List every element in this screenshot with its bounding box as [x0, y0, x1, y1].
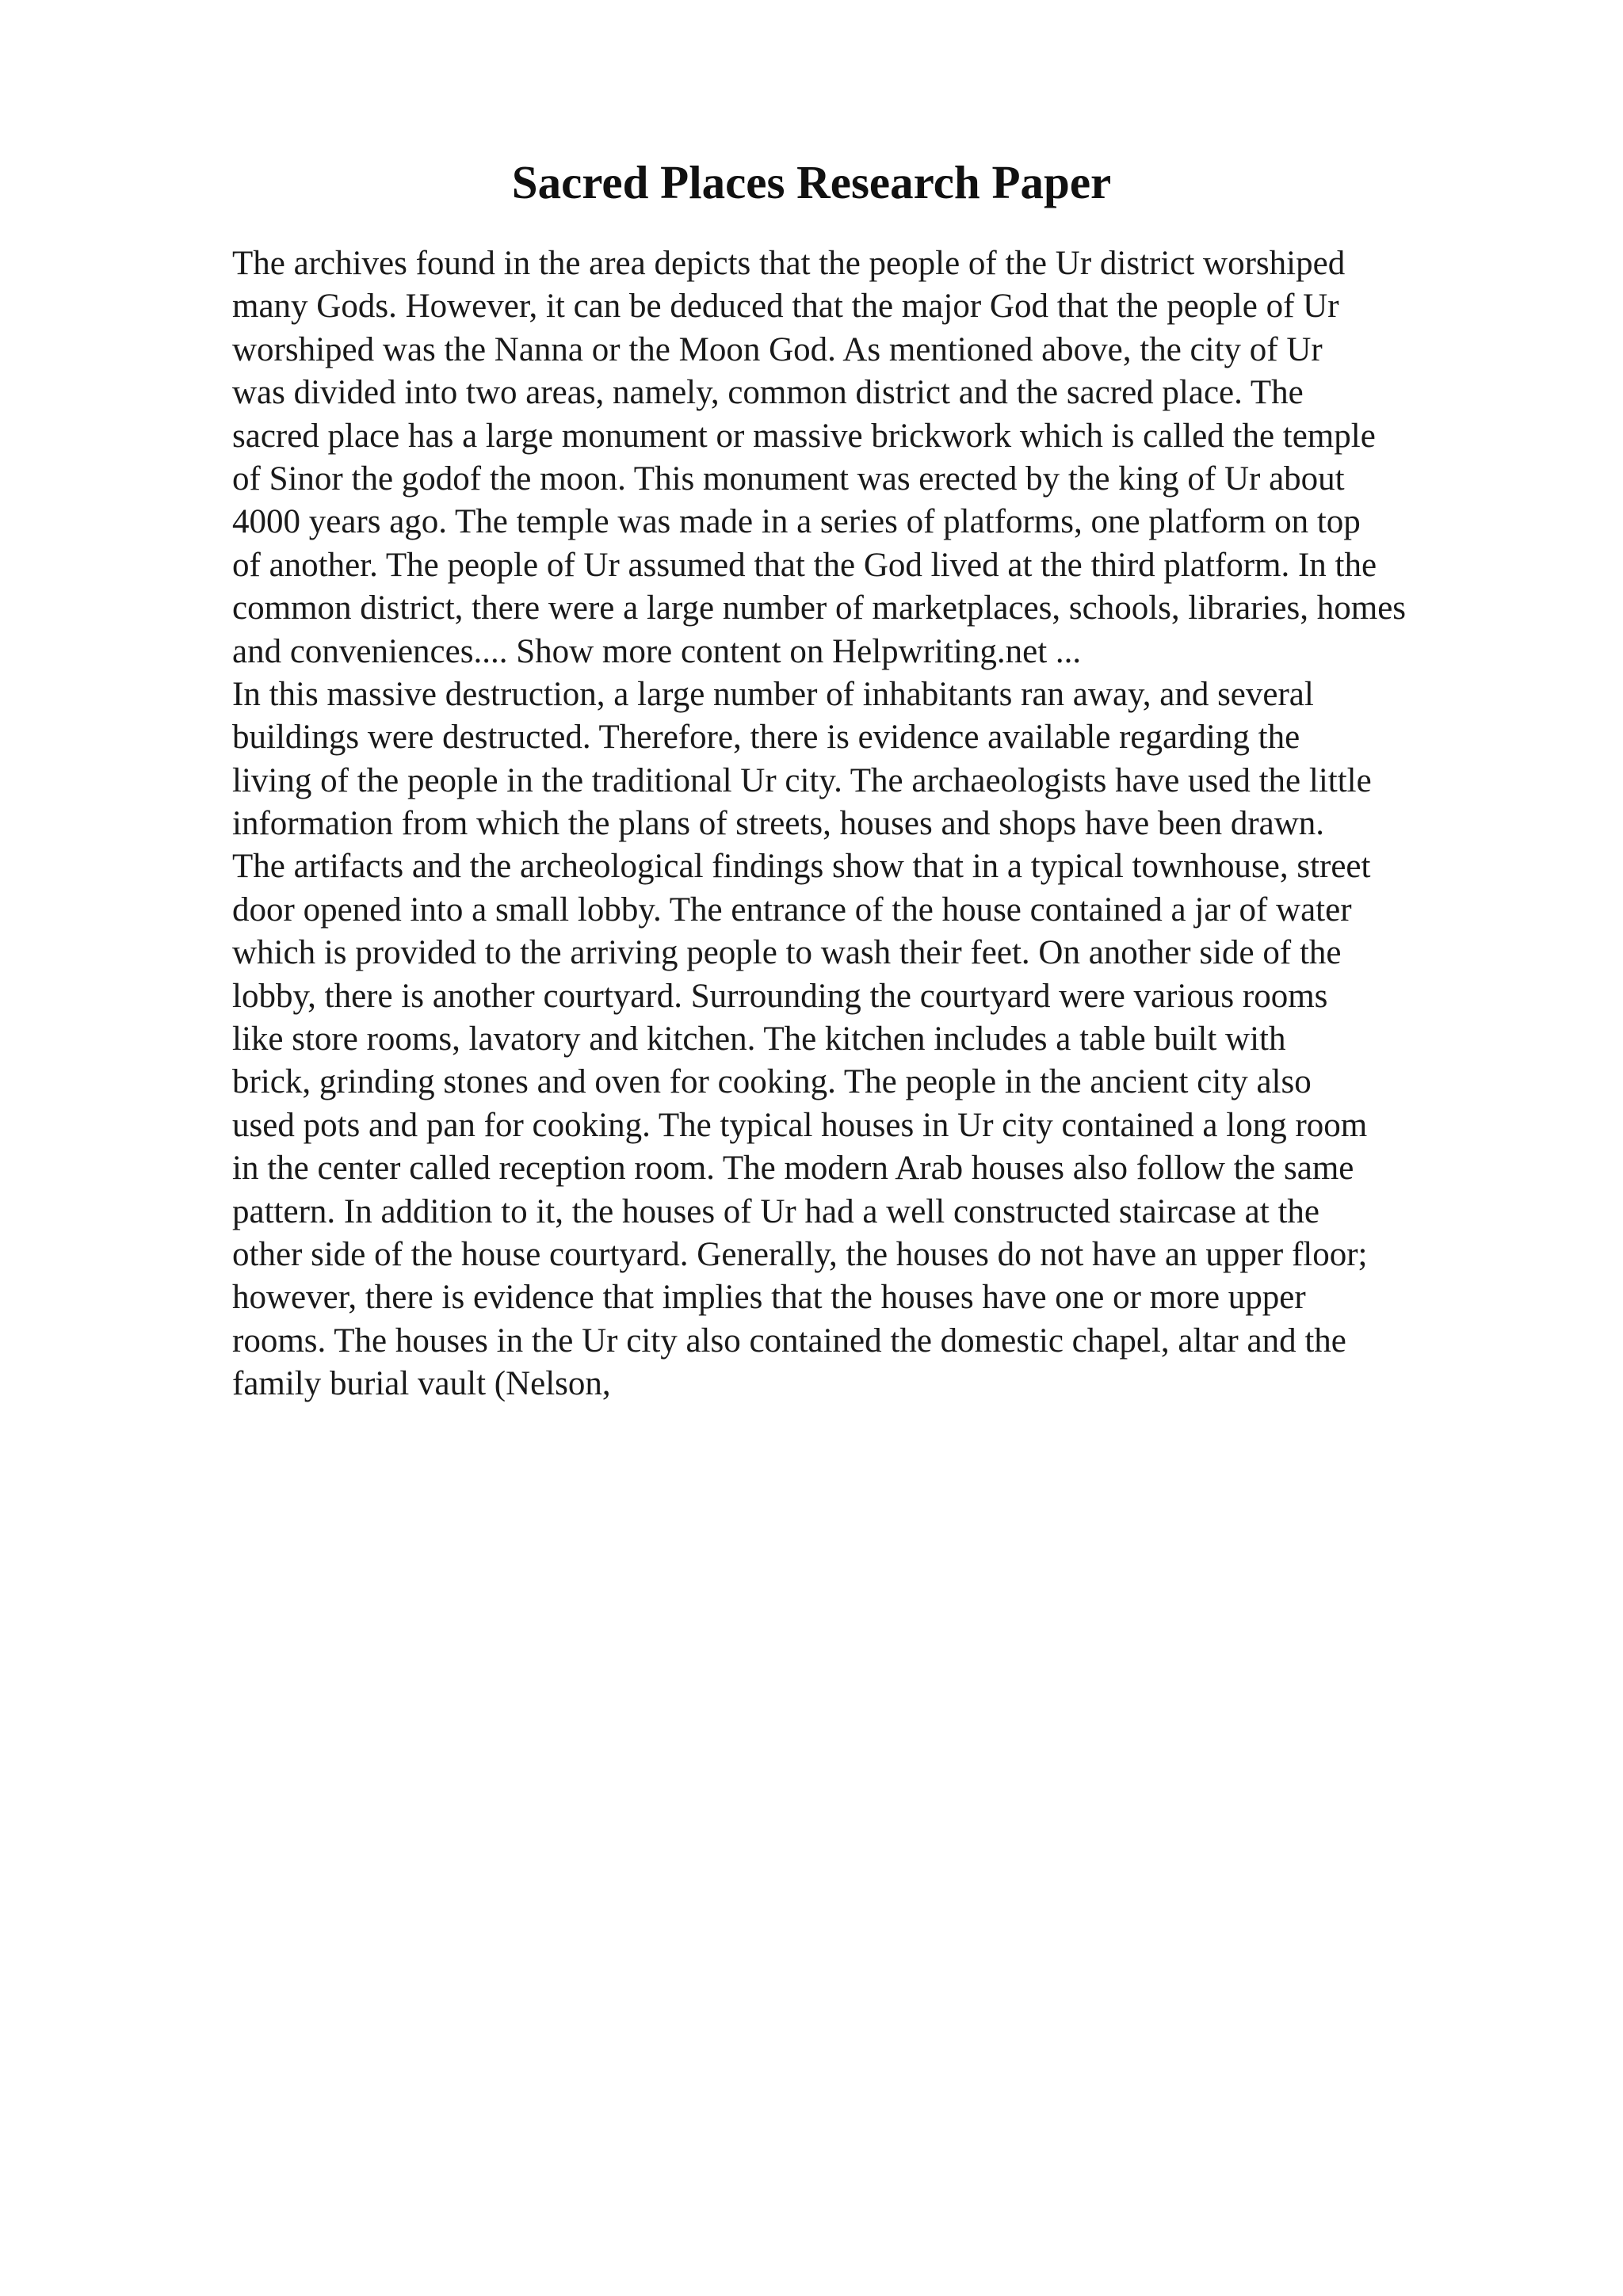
body-line: brick, grinding stones and oven for cooking. The people in the ancient city also: [232, 1063, 1312, 1101]
body-line: and conveniences.... Show more content on Helpwriting.net ...: [232, 632, 1082, 670]
body-line: In this massive destruction, a large number of inhabitants ran away, and several: [232, 675, 1314, 713]
body-line: door opened into a small lobby. The entrance of the house contained a jar of water: [232, 891, 1352, 929]
body-line: other side of the house courtyard. Generally, the houses do not have an upper floor;: [232, 1235, 1368, 1273]
body-line: 4000 years ago. The temple was made in a series of platforms, one platform on top: [232, 503, 1361, 541]
body-line: The archives found in the area depicts that the people of the Ur district worshiped: [232, 245, 1346, 282]
body-line: lobby, there is another courtyard. Surrounding the courtyard were various rooms: [232, 977, 1328, 1015]
body-line: pattern. In addition to it, the houses of Ur had a well constructed staircase at the: [232, 1192, 1319, 1230]
body-line: many Gods. However, it can be deduced that the major God that the people of Ur: [232, 288, 1339, 326]
body-line: like store rooms, lavatory and kitchen. The kitchen includes a table built with: [232, 1020, 1286, 1058]
body-line: living of the people in the traditional Ur city. The archaeologists have used the little: [232, 761, 1372, 799]
body-line: used pots and pan for cooking. The typical houses in Ur city contained a long room: [232, 1106, 1368, 1144]
page-title: Sacred Places Research Paper: [511, 156, 1112, 208]
body-line: family burial vault (Nelson,: [232, 1365, 611, 1403]
body-line: however, there is evidence that implies that the houses have one or more upper: [232, 1279, 1306, 1317]
body-line: of Sinor the godof the moon. This monument was erected by the king of Ur about: [232, 460, 1345, 498]
body-line: common district, there were a large number of marketplaces, schools, libraries, homes: [232, 589, 1407, 627]
body-line: rooms. The houses in the Ur city also contained the domestic chapel, altar and the: [232, 1322, 1346, 1360]
body-line: of another. The people of Ur assumed that the God lived at the third platform. In the: [232, 546, 1377, 584]
body-line: sacred place has a large monument or massive brickwork which is called the temple: [232, 417, 1376, 455]
document-body: [232, 242, 1623, 1406]
body-line: buildings were destructed. Therefore, there is evidence available regarding the: [232, 719, 1300, 757]
body-line: The artifacts and the archeological findings show that in a typical townhouse, street: [232, 848, 1371, 886]
body-line: was divided into two areas, namely, common district and the sacred place. The: [232, 374, 1304, 412]
body-line: in the center called reception room. The modern Arab houses also follow the same: [232, 1150, 1354, 1188]
body-line: worshiped was the Nanna or the Moon God. As mentioned above, the city of Ur: [232, 330, 1323, 368]
body-line: which is provided to the arriving people to wash their feet. On another side of the: [232, 934, 1342, 972]
body-line: information from which the plans of streets, houses and shops have been drawn.: [232, 805, 1325, 843]
